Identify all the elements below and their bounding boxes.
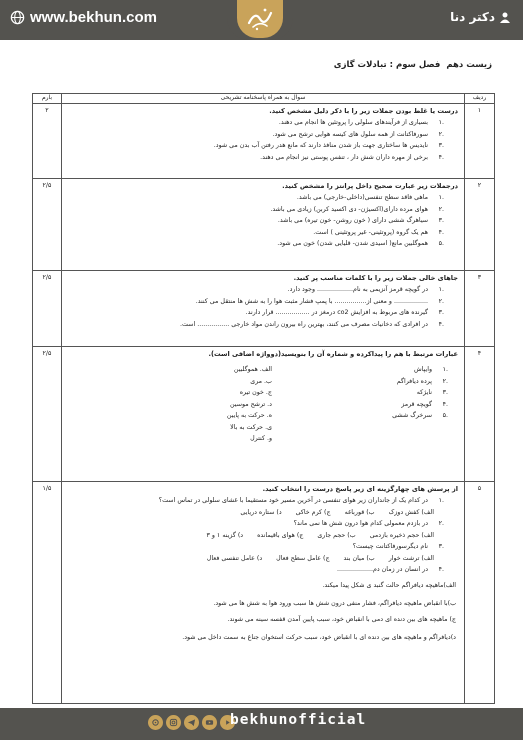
list-item: .۱ بسیاری از فرآیندهای سلولی را پروتئین ها انجام می دهند. [278,119,444,126]
answer-option[interactable]: ج) ماهیچه های بین دنده ای دمی با انقباض خود، سبب پایین آمدن قفسه سینه می شوند. [227,615,456,623]
options-row [68,553,458,565]
row-body [62,482,465,704]
question-table [32,93,495,704]
header-num: ردیف [465,94,495,104]
list-item: .۳ نایدیس ها ساختاری جهت باز شدن منافذ دارند که مانع هدر رفتن آب بدن می شود. [213,142,444,149]
footer-handle[interactable]: bekhunofficial [230,712,367,728]
option[interactable]: ب) حجم جاری [317,531,356,539]
list-item: .۳ گیرنده های مربوط به افزایش co2 درمغز در ................. قرار دارند. [245,309,444,316]
list-item: ج. خون تیره [239,389,272,396]
list-item: .۲ سورفاکتانت از همه سلول های کیسه هوایی ترشح می شود. [272,130,444,138]
doc-title-area [32,60,494,80]
table-row [33,179,495,271]
question-title: جاهای خالی جملات زیر را با کلمات مناسب پر کنید. [293,274,458,282]
bekhun-logo-icon[interactable] [237,0,283,38]
row-score: ۲/۵ [33,271,62,347]
row-body [62,271,465,347]
row-num: ۱ [465,104,495,179]
matching-area [68,360,458,478]
list-item: .۳ نایژکه [416,389,448,396]
list-item: .۴ برخی از مهره داران شش دار ، تنفس پوستی نیز انجام می دهند. [260,153,444,161]
user-icon [499,11,511,23]
list-item: .۳ نام دیگرسورفاکتانت چیست؟ [352,543,444,550]
table-row [33,104,495,179]
list-item: .۴ در انسان در زمان دم.................. [336,566,444,573]
globe-icon [10,10,25,25]
list-item: .۳ سیاهرگ ششی دارای ( خون روشن- خون تیره) می باشد. [277,217,444,224]
instagram-icon[interactable] [166,715,181,730]
list-item: .۵ سرخرگ ششی [392,412,448,419]
row-num: ۵ [465,482,495,704]
list-item: الف. هموگلبین [233,366,272,373]
list-item: .۱ وایپاش [413,366,448,373]
doc-chapter: فصل سوم : تبادلات گازی [333,60,441,70]
site-url[interactable] [10,9,157,26]
matching-left-column [227,364,272,445]
youtube-icon[interactable] [202,715,217,730]
answer-option[interactable]: الف)ماهیچه دیافراگم حالت گنبد ی شکل پیدا میکند. [322,581,456,589]
option[interactable]: الف) کفش دوزک [388,508,434,516]
list-item: ی. حرکت به بالا [230,423,272,431]
list-item: .۱ ماهی فاقد سطح تنفسی(داخلی-خارجی) می باشد. [296,194,444,201]
list-item: .۱ در گویچه قرمز آنزیمی به نام.................. وجود دارد. [287,286,444,293]
table-row [33,347,495,482]
list-item: .۴ هم یک گروه (پروتئینی- غیر پروتئینی ) است. [313,228,444,236]
row-body [62,179,465,271]
question-title: درجملات زیر عبارت صحیح داخل پرانتز را مشخص کنید. [282,182,458,190]
row-body [62,104,465,179]
list-item: .۴ گویچه قرمز [401,400,448,408]
row-score: ۲ [33,104,62,179]
telegram-icon[interactable] [184,715,199,730]
table-header-row [33,94,495,104]
row-score: ۱/۵ [33,482,62,704]
row-num: ۳ [465,271,495,347]
option[interactable]: د) گزینه ۱ و ۳ [206,531,244,539]
answer-option[interactable]: ب)با انقباض ماهیچه دیافراگم، فشار منفی درون شش ها سبب ورود هوا به شش ها می شود. [213,599,456,607]
doc-title [32,60,494,80]
list-item: .۵ هموگلبین مانع( اسیدی شدن- قلیایی شدن) خون می شود. [277,240,444,247]
options-row [68,530,458,542]
list-item: .۲ ................. و معنی از................ با پمپ فشار مثبت هوا را به شش ها منتقل می کنند. [195,297,444,305]
matching-right-column [392,364,448,422]
option[interactable]: د) ستاره دریایی [240,508,282,516]
table-row [33,271,495,347]
option[interactable]: ب) قورباغه [344,508,375,516]
header-question: سوال به همراه پاسخنامه تشریحی [62,94,465,104]
table-row [33,482,495,704]
option[interactable]: الف) ترشت خوار [388,554,434,562]
row-body [62,347,465,482]
row-score: ۲/۵ [33,179,62,271]
question-title: درست یا غلط بودن جملات زیر را با ذکر دلیل مشخص کنید. [269,107,458,115]
doc-subject: زیست دهم [446,60,492,70]
aparat-icon[interactable] [148,715,163,730]
row-num: ۲ [465,179,495,271]
calligraphy-icon [245,5,275,33]
question-title: عبارات مرتبط با هم را پیداکرده و شماره آن را بنویسید(دوواژه اضافی است). [208,350,458,358]
list-item: .۱ در کدام یک از جانداران زیر هوای تنفسی در آخرین مسیر خود مستقیما با غشای سلولی در تماس است؟ [158,497,444,504]
row-num: ۴ [465,347,495,482]
answer-option[interactable]: د)دیافراگم و ماهیچه های بین دنده ای با انقباض خود، سبب حرکت استخوان جناغ به سمت داخل می شود. [182,633,456,641]
social-icons [148,715,235,730]
option[interactable]: ج) عامل سطح فعال [276,554,330,562]
row-score: ۲/۵ [33,347,62,482]
list-item: د. ترشح موسین [230,400,272,408]
brand-name [450,10,511,24]
list-item: و. کنترل [250,435,272,442]
list-item: .۲ هوای مرده دارای(اکسیژن- دی اکسید کربن) زیادی می باشد. [270,205,444,213]
list-item: ه. حرکت به پایین [226,412,272,419]
list-item: ب. مری [250,377,272,385]
list-item: .۲ در بازدم معمولی کدام هوا درون شش ها نمی ماند؟ [293,520,444,527]
header-score: بارم [33,94,62,104]
option[interactable]: ج) کرم خاکی [295,508,331,516]
option[interactable]: ب) میان بند [343,554,375,562]
site-url-text: www.bekhun.com [30,9,157,26]
list-item: .۴ در افرادی که دخانیات مصرف می کنند، بهترین راه بیرون راندن مواد خارجی ................ است. [179,320,444,328]
brand-name-text: دکتر دنا [450,10,495,24]
list-item: .۲ پرده دیافراگم [396,377,448,385]
option[interactable]: ج) هوای باقیمانده [257,531,304,539]
question-title: از پرسش های چهارگزینه ای زیر پاسخ درست را انتخاب کنید. [262,485,458,493]
option[interactable]: الف) حجم ذخیره بازدمی [369,531,434,539]
options-row [68,507,458,519]
option[interactable]: د) عامل تنفسی فعال [206,554,263,562]
